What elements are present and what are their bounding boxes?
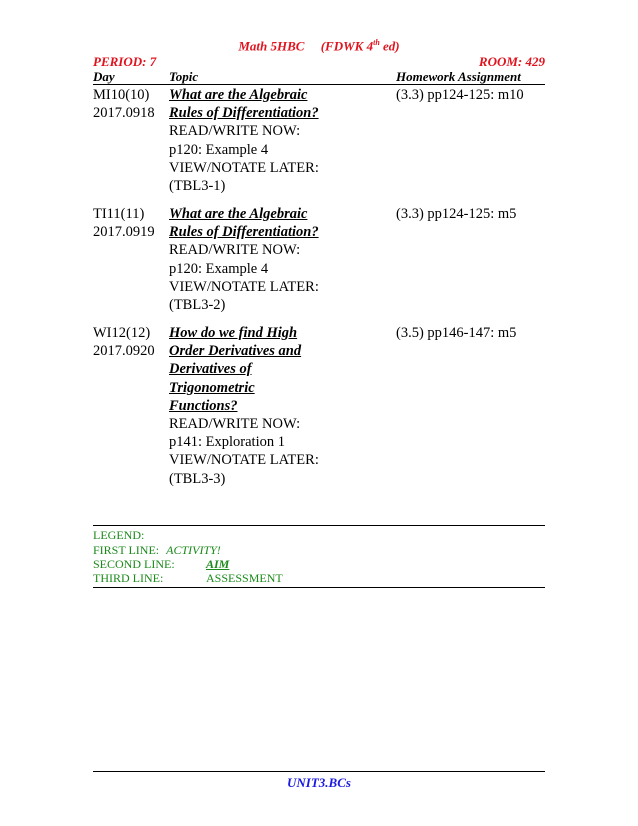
homework-cell: (3.3) pp124-125: m10 (396, 87, 524, 103)
activity-line: READ/WRITE NOW: (169, 123, 301, 140)
homework-cell: (3.3) pp124-125: m5 (396, 206, 517, 222)
activity-line: (TBL3-1) (169, 178, 226, 195)
activity-line: p120: Example 4 (169, 260, 269, 277)
legend-key: SECOND LINE: (93, 557, 175, 571)
legend-value-assessment: ASSESSMENT (206, 571, 283, 585)
topic-cell (169, 86, 389, 195)
activity-line: p141: Exploration 1 (169, 434, 285, 451)
footer-label: UNIT3.BCs (287, 775, 351, 790)
activity-line: p120: Example 4 (169, 141, 269, 158)
activity-line: VIEW/NOTATE LATER: (169, 159, 319, 176)
footer-divider (93, 771, 545, 772)
aim-line: Order Derivatives and (169, 343, 302, 360)
legend-key: THIRD LINE: (93, 571, 164, 585)
document-title (0, 38, 638, 54)
topic-cell (169, 324, 389, 488)
column-header-day: Day (93, 69, 115, 84)
activity-line: VIEW/NOTATE LATER: (169, 278, 319, 295)
column-header-homework: Homework Assignment (396, 69, 521, 84)
day-cell (93, 205, 169, 241)
legend-row-second (93, 557, 393, 572)
day-date: 2017.0918 (93, 105, 155, 122)
day-date: 2017.0920 (93, 343, 155, 360)
aim-line: Derivatives of (169, 361, 252, 378)
aim-line: Functions? (169, 397, 238, 414)
aim-line: Rules of Differentiation? (169, 105, 319, 122)
aim-line: What are the Algebraic (169, 87, 308, 103)
aim-line: What are the Algebraic (169, 206, 308, 222)
title-edition-pre: (FDWK 4 (320, 38, 374, 54)
legend-row-third (93, 571, 393, 586)
activity-line: READ/WRITE NOW: (169, 416, 301, 433)
activity-line: VIEW/NOTATE LATER: (169, 452, 319, 469)
day-cell (93, 86, 169, 122)
legend-divider-top (93, 525, 545, 526)
period-label: PERIOD: 7 (93, 54, 157, 69)
legend-key: FIRST LINE: (93, 543, 160, 557)
legend-divider-bottom (93, 587, 545, 588)
header-divider (93, 84, 545, 85)
aim-line: Trigonometric (169, 379, 255, 396)
topic-cell (169, 205, 389, 314)
room-label: ROOM: 429 (478, 54, 545, 69)
day-date: 2017.0919 (93, 224, 155, 241)
homework-cell: (3.5) pp146-147: m5 (396, 325, 517, 341)
legend-heading: LEGEND: (93, 528, 145, 542)
title-main: Math 5HBC (238, 38, 305, 54)
activity-line: (TBL3-2) (169, 297, 226, 314)
day-code: WI12(12) (93, 325, 151, 341)
activity-line: (TBL3-3) (169, 470, 226, 487)
column-header-topic: Topic (169, 69, 199, 84)
title-edition-post: ed) (379, 38, 400, 54)
activity-line: READ/WRITE NOW: (169, 242, 301, 259)
day-cell (93, 324, 169, 360)
legend-row-first (93, 543, 393, 558)
aim-line: Rules of Differentiation? (169, 224, 319, 241)
day-code: MI10(10) (93, 87, 150, 103)
legend-value-aim: AIM (206, 557, 230, 571)
title-edition-sup: th (373, 38, 380, 47)
legend-value-activity: ACTIVITY! (166, 543, 221, 557)
aim-line: How do we find High (169, 325, 298, 341)
day-code: TI11(11) (93, 206, 145, 222)
